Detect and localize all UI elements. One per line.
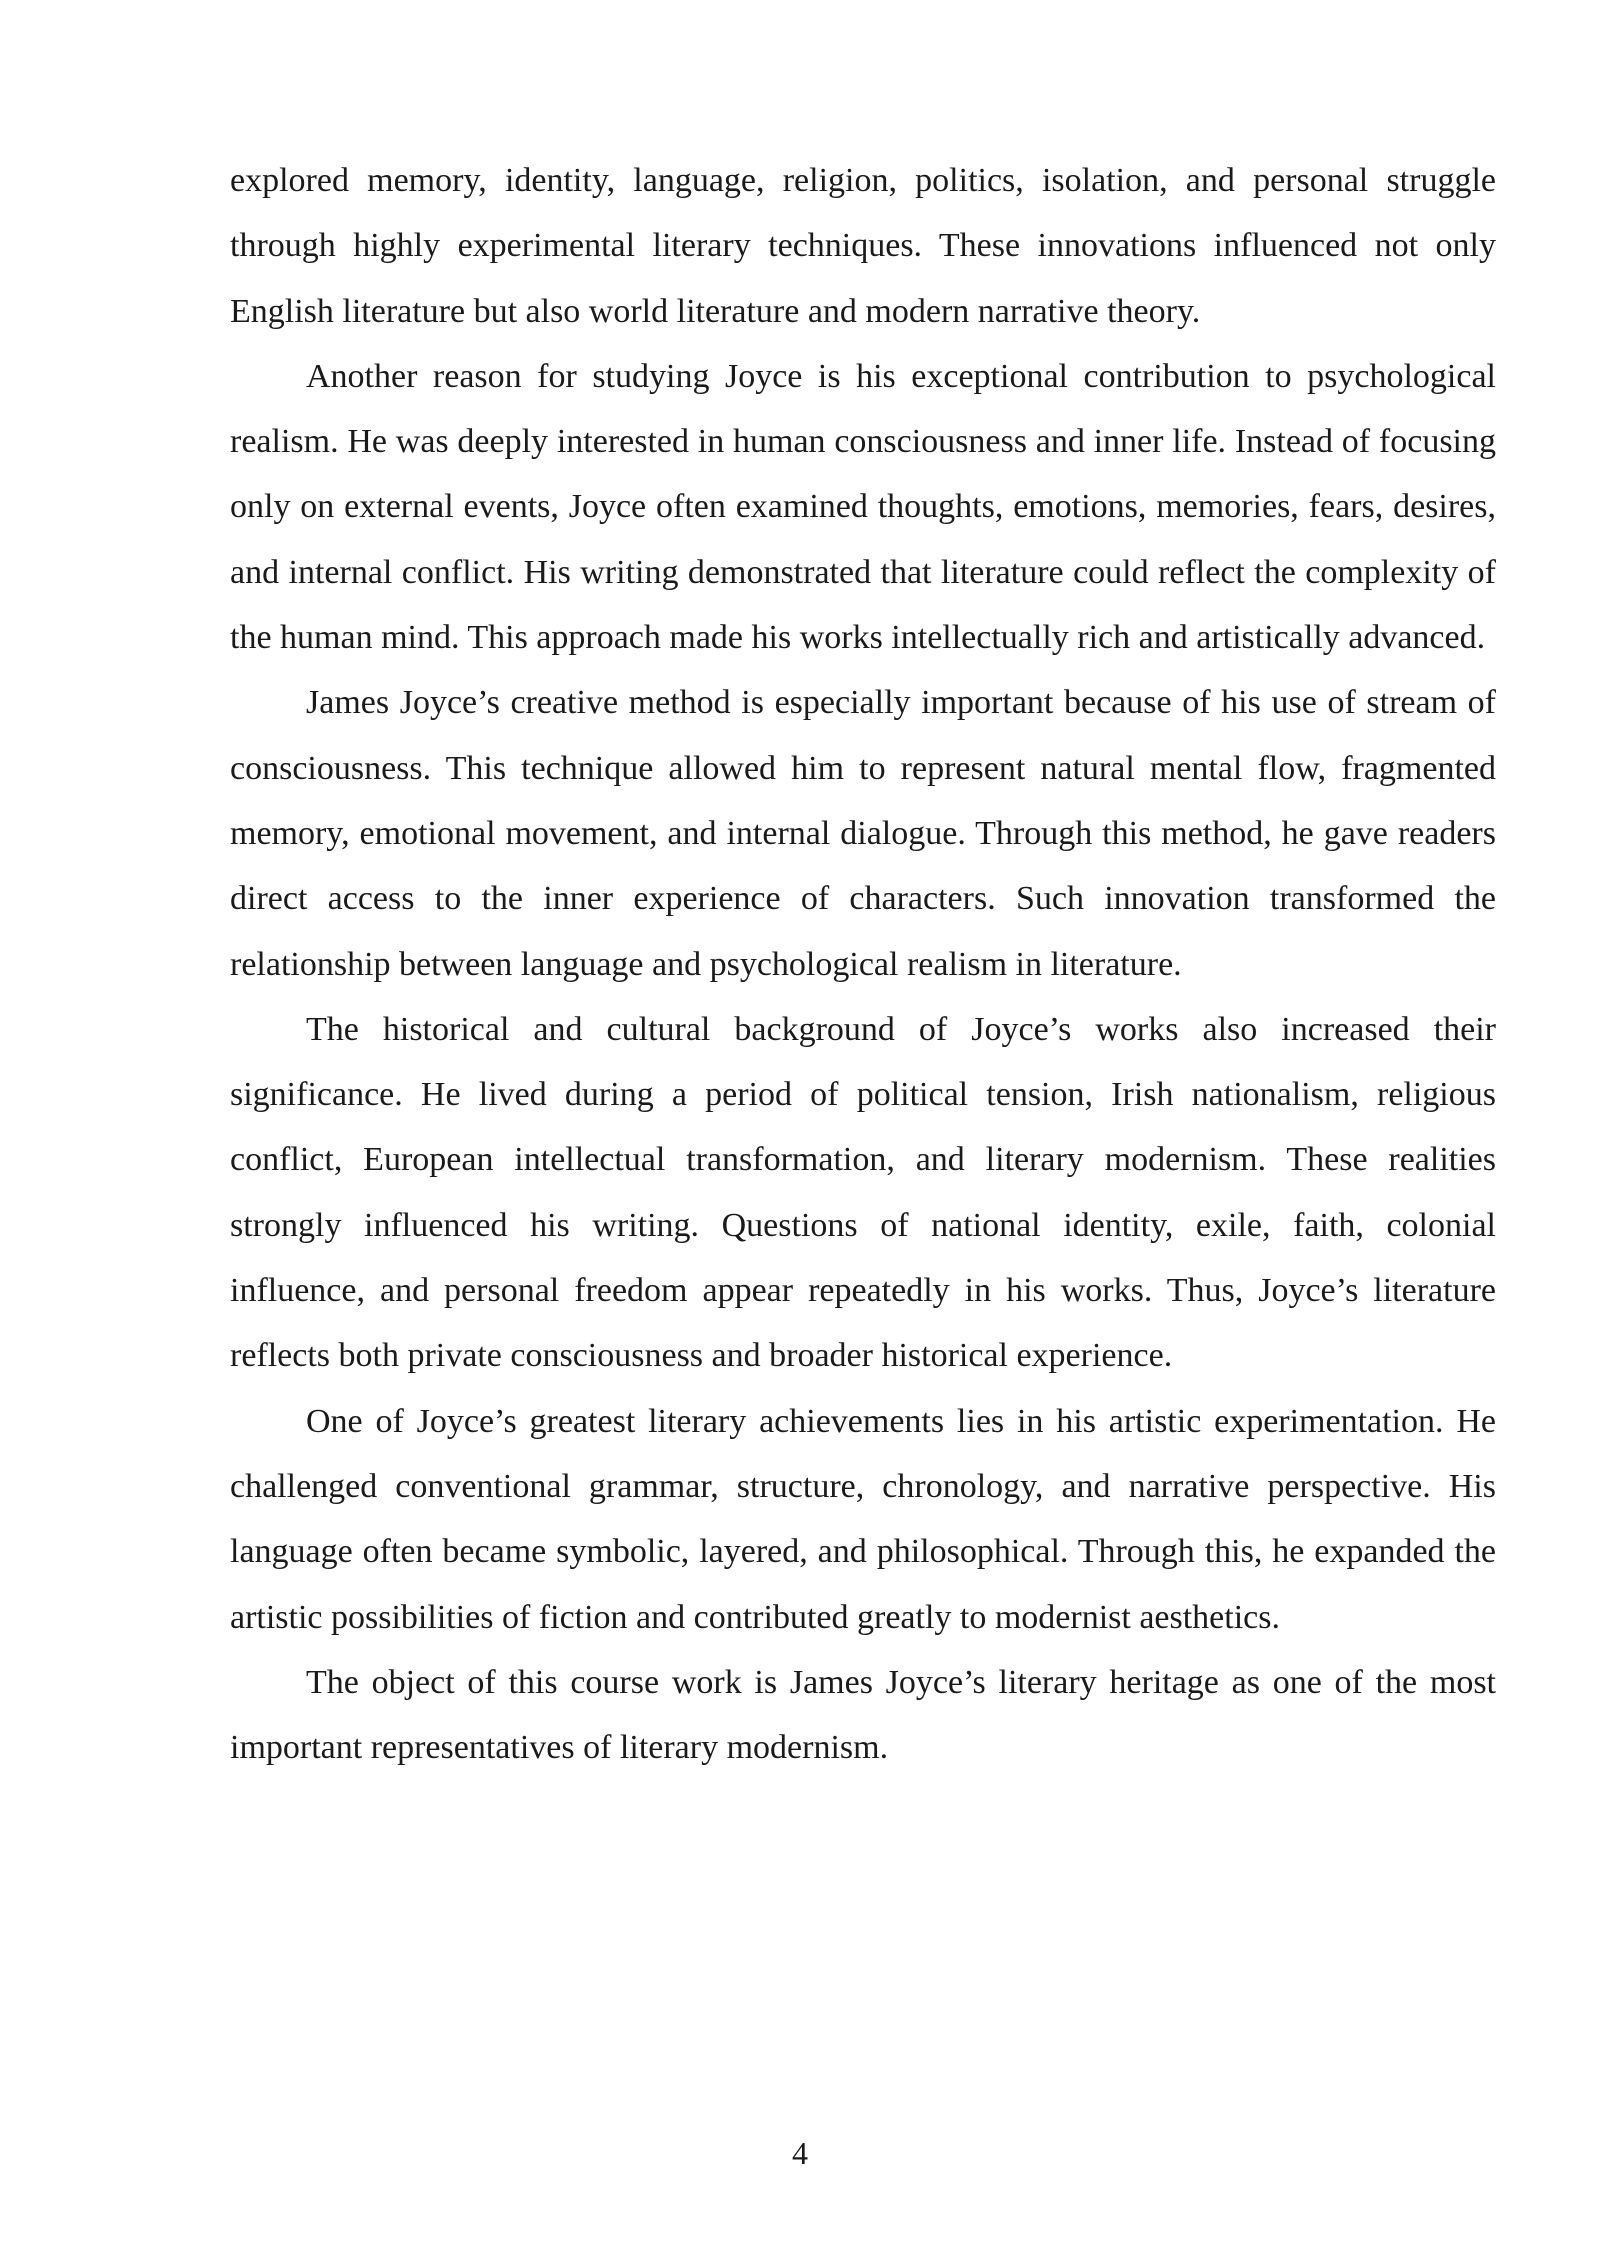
paragraph-artistic-experimentation: One of Joyce’s greatest literary achievements lies in his artistic experimentation. He challenged conventional grammar, structure, chronology, and narrative perspective. His language often became symbolic, layered, and philosophical. Through this, he expanded the artistic possibilities of fiction and contributed greatly to modernist aesthetics. xyxy=(230,1402,1496,1636)
paragraph-creative-method: James Joyce’s creative method is especially important because of his use of stream of consciousness. This technique allowed him to represent natural mental flow, fragmented memory, emotional movement, and internal dialogue. Through this method, he gave readers direct access to the inner experience of characters. Such innovation transformed the relationship between language and psychological realism in literature. xyxy=(230,684,1496,983)
page-number: 4 xyxy=(792,2135,808,2171)
paragraph-object-of-work: The object of this course work is James Joyce’s literary heritage as one of the most important representatives of literary modernism. xyxy=(230,1663,1496,1767)
paragraph-psychological-realism: Another reason for studying Joyce is his exceptional contribution to psychological realism. He was deeply interested in human consciousness and inner life. Instead of focusing only on external events, Joyce often examined thoughts, emotions, memories, fears, desires, and internal conflict. His writing demonstrated that literature could reflect the complexity of the human mind. This approach made his works intellectually rich and artistically advanced. xyxy=(230,357,1496,657)
body-text xyxy=(230,148,1496,1780)
paragraph-continuation: explored memory, identity, language, religion, politics, isolation, and personal struggle through highly experimental literary techniques. These innovations influenced not only English literature but also world literature and modern narrative theory. xyxy=(230,162,1496,330)
paragraph-historical-background: The historical and cultural background of Joyce’s works also increased their significance. He lived during a period of political tension, Irish nationalism, religious conflict, European intellectual transformation, and literary modernism. These realities strongly influenced his writing. Questions of national identity, exile, faith, colonial influence, and personal freedom appear repeatedly in his works. Thus, Joyce’s literature reflects both private consciousness and broader historical experience. xyxy=(230,1010,1496,1375)
